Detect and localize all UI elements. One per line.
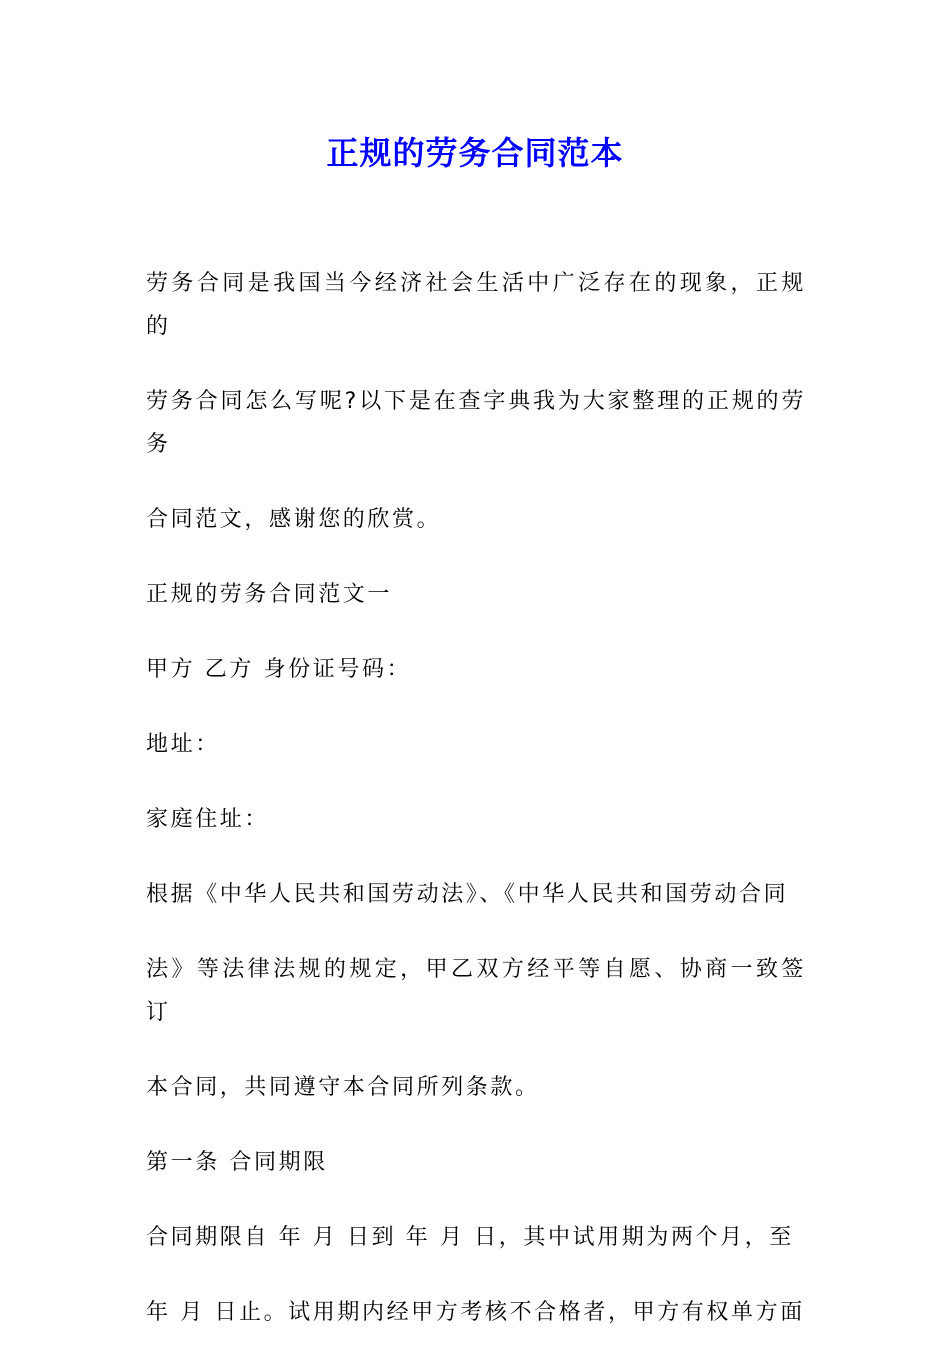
document-body xyxy=(146,262,806,1366)
text-line: 合同期限自 年 月 日到 年 月 日，其中试用期为两个月，至 xyxy=(146,1225,794,1250)
home-address-line xyxy=(146,798,806,841)
document-title: 正规的劳务合同范本 xyxy=(326,134,624,172)
text-line: 家庭住址： xyxy=(146,807,270,832)
text-line: 劳务合同是我国当今经济社会生活中广泛存在的现象，正规的 xyxy=(146,271,806,339)
text-line: 法》等法律法规的规定，甲乙双方经平等自愿、协商一致签订 xyxy=(146,957,806,1025)
text-line: 劳务合同怎么写呢?以下是在查字典我为大家整理的正规的劳务 xyxy=(146,389,806,457)
text-line: 正规的劳务合同范文一 xyxy=(146,582,393,607)
paragraph-intro xyxy=(146,262,806,541)
address-line xyxy=(146,723,806,766)
text-line: 根据《中华人民共和国劳动法》、《中华人民共和国劳动合同 xyxy=(146,882,789,907)
article-heading xyxy=(146,1141,806,1184)
text-line: 合同范文，感谢您的欣赏。 xyxy=(146,507,442,532)
paragraph-contract-term xyxy=(146,1216,806,1334)
section-heading xyxy=(146,573,806,616)
party-info-line xyxy=(146,648,806,691)
text-line: 年 月 日止。试用期内经甲方考核不合格者，甲方有权单方面 xyxy=(146,1300,805,1325)
text-line: 甲方 乙方 身份证号码： xyxy=(146,657,412,682)
text-line: 本合同，共同遵守本合同所列条款。 xyxy=(146,1075,540,1100)
paragraph-legal-basis xyxy=(146,873,806,1109)
text-line: 第一条 合同期限 xyxy=(146,1150,328,1175)
text-line: 地址： xyxy=(146,732,220,757)
